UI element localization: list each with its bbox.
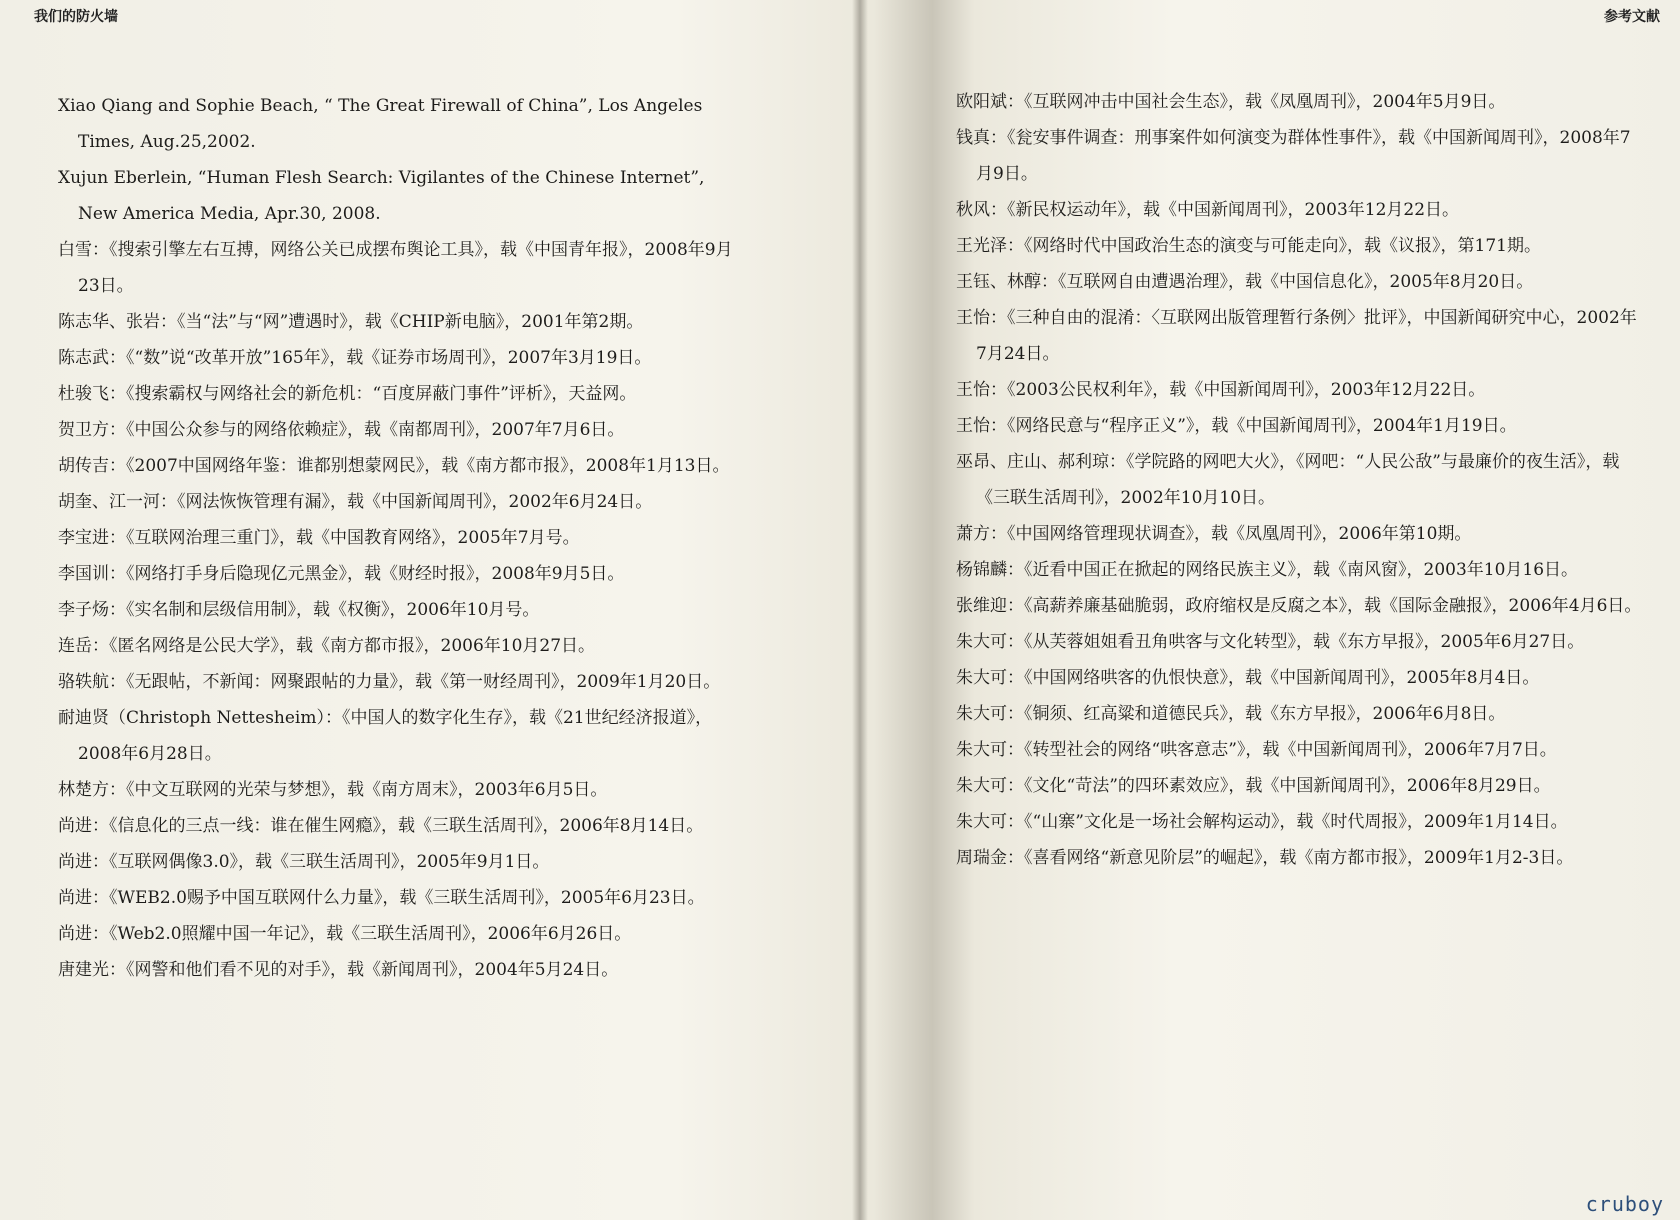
reference-entry: 杨锦麟：《近看中国正在掀起的网络民族主义》，载《南风窗》，2003年10月16日。 [956,560,1579,580]
reference-entry: 钱真：《瓮安事件调查：刑事案件如何演变为群体性事件》，载《中国新闻周刊》，2008年7月9日。 [956,128,1631,184]
reference-entry: 张维迎：《高薪养廉基础脆弱，政府缩权是反腐之本》，载《国际金融报》，2006年4月6日。 [956,596,1642,616]
reference-entry: 胡传吉：《2007中国网络年鉴：谁都别想蒙网民》，载《南方都市报》，2008年1月13日。 [58,456,730,476]
watermark: cruboy [1585,1192,1664,1216]
left-reference-list [58,88,748,988]
right-page [860,0,1680,1220]
reference-entry: 耐迪贤（Christoph Nettesheim）：《中国人的数字化生存》，载《21世纪经济报道》，2008年6月28日。 [58,708,713,764]
reference-entry: 贺卫方：《中国公众参与的网络依赖症》，载《南都周刊》，2007年7月6日。 [58,420,625,440]
reference-entry: 朱大可：《中国网络哄客的仇恨快意》，载《中国新闻周刊》，2005年8月4日。 [956,668,1540,688]
reference-entry: 王钰、林醇：《互联网自由遭遇治理》，载《中国信息化》，2005年8月20日。 [956,272,1534,292]
reference-entry: 尚进：《互联网偶像3.0》，载《三联生活周刊》，2005年9月1日。 [58,852,550,872]
reference-entry: 陈志华、张岩：《当“法”与“网”遭遇时》，载《CHIP新电脑》，2001年第2期。 [58,312,644,332]
right-running-head: 参考文献 [1604,9,1660,25]
reference-entry: 白雪：《搜索引擎左右互搏，网络公关已成摆布舆论工具》，载《中国青年报》，2008年9月23日。 [58,240,733,296]
reference-entry: 李宝进：《互联网治理三重门》，载《中国教育网络》，2005年7月号。 [58,528,580,548]
reference-entry: 朱大可：《从芙蓉姐姐看丑角哄客与文化转型》，载《东方早报》，2005年6月27日。 [956,632,1585,652]
reference-entry: Xiao Qiang and Sophie Beach, “ The Great Firewall of China”, Los Angeles Times, Aug.25,2002. [58,96,703,152]
reference-entry: 朱大可：《“山寨”文化是一场社会解构运动》，载《时代周报》，2009年1月14日。 [956,812,1568,832]
reference-entry: 唐建光：《网警和他们看不见的对手》，载《新闻周刊》，2004年5月24日。 [58,960,619,980]
reference-entry: 尚进：《信息化的三点一线：谁在催生网瘾》，载《三联生活周刊》，2006年8月14日。 [58,816,704,836]
reference-entry: 周瑞金：《喜看网络“新意见阶层”的崛起》，载《南方都市报》，2009年1月2-3日。 [956,848,1574,868]
reference-entry: 巫昂、庄山、郝利琼：《学院路的网吧大火》，《网吧：“人民公敌”与最廉价的夜生活》，载《三联生活周刊》，2002年10月10日。 [956,452,1620,508]
right-reference-list [956,84,1646,876]
reference-entry: 胡奎、江一河：《网法恢恢管理有漏》，载《中国新闻周刊》，2002年6月24日。 [58,492,653,512]
reference-entry: 朱大可：《文化“苛法”的四环素效应》，载《中国新闻周刊》，2006年8月29日。 [956,776,1551,796]
reference-entry: 李国训：《网络打手身后隐现亿元黑金》，载《财经时报》，2008年9月5日。 [58,564,625,584]
reference-entry: 连岳：《匿名网络是公民大学》，载《南方都市报》，2006年10月27日。 [58,636,596,656]
reference-entry: Xujun Eberlein, “Human Flesh Search: Vigilantes of the Chinese Internet”, New America Media, Apr.30, 2008. [58,168,705,224]
reference-entry: 王怡：《三种自由的混淆：〈互联网出版管理暂行条例〉批评》，中国新闻研究中心，2002年7月24日。 [956,308,1637,364]
reference-entry: 骆轶航：《无跟帖，不新闻：网聚跟帖的力量》，载《第一财经周刊》，2009年1月20日。 [58,672,721,692]
reference-entry: 朱大可：《转型社会的网络“哄客意志”》，载《中国新闻周刊》，2006年7月7日。 [956,740,1557,760]
reference-entry: 王怡：《2003公民权利年》，载《中国新闻周刊》，2003年12月22日。 [956,380,1486,400]
reference-entry: 尚进：《WEB2.0赐予中国互联网什么力量》，载《三联生活周刊》，2005年6月23日。 [58,888,705,908]
reference-entry: 杜骏飞：《搜索霸权与网络社会的新危机：“百度屏蔽门事件”评析》，天益网。 [58,384,637,404]
reference-entry: 秋风：《新民权运动年》，载《中国新闻周刊》，2003年12月22日。 [956,200,1460,220]
reference-entry: 陈志武：《“数”说“改革开放”165年》，载《证券市场周刊》，2007年3月19日。 [58,348,652,368]
reference-entry: 王光泽：《网络时代中国政治生态的演变与可能走向》，载《议报》，第171期。 [956,236,1541,256]
reference-entry: 王怡：《网络民意与“程序正义”》，载《中国新闻周刊》，2004年1月19日。 [956,416,1517,436]
reference-entry: 李子炀：《实名制和层级信用制》，载《权衡》，2006年10月号。 [58,600,540,620]
left-running-head: 我们的防火墙 [34,9,118,25]
reference-entry: 萧方：《中国网络管理现状调查》，载《凤凰周刊》，2006年第10期。 [956,524,1472,544]
reference-entry: 林楚方：《中文互联网的光荣与梦想》，载《南方周末》，2003年6月5日。 [58,780,608,800]
reference-entry: 朱大可：《铜须、红高粱和道德民兵》，载《东方早报》，2006年6月8日。 [956,704,1506,724]
reference-entry: 尚进：《Web2.0照耀中国一年记》，载《三联生活周刊》，2006年6月26日。 [58,924,632,944]
reference-entry: 欧阳斌：《互联网冲击中国社会生态》，载《凤凰周刊》，2004年5月9日。 [956,92,1506,112]
